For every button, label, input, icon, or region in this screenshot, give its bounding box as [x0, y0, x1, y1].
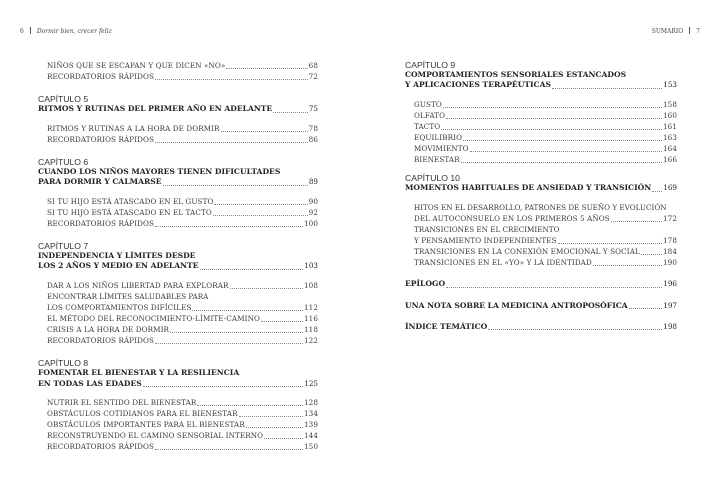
dot-leader: [155, 79, 308, 80]
toc-entry[interactable]: RITMOS Y RUTINAS A LA HORA DE DORMIR 78: [47, 123, 318, 133]
right-running-header: [652, 27, 700, 36]
dot-leader: [463, 140, 662, 141]
chapter-title-line: FOMENTAR EL BIENESTAR Y LA RESILIENCIA: [38, 368, 240, 378]
dot-leader: [155, 142, 308, 143]
toc-entry[interactable]: EQUILIBRIO 163: [414, 133, 677, 143]
toc-entry[interactable]: TRANSICIONES EN EL «YO» Y LA IDENTIDAD 190: [414, 258, 677, 268]
toc-entry[interactable]: RECONSTRUYENDO EL CAMINO SENSORIAL INTERNO 144: [47, 431, 318, 441]
dot-leader: [221, 131, 308, 132]
toc-entry[interactable]: CRISIS A LA HORA DE DORMIR 118: [47, 324, 318, 334]
chapter-title-entry[interactable]: MOMENTOS HABITUALES DE ANSIEDAD Y TRANSICIÓN 169: [405, 183, 677, 193]
chapter-label: CAPÍTULO 7: [38, 240, 89, 251]
dot-leader: [246, 427, 303, 428]
toc-entry[interactable]: MOVIMIENTO 164: [414, 144, 677, 154]
toc-entry[interactable]: SI TU HIJO ESTÁ ATASCADO EN EL GUSTO 90: [47, 196, 318, 206]
toc-entry[interactable]: GUSTO 158: [414, 99, 677, 109]
chapter-label: CAPÍTULO 10: [405, 173, 460, 184]
toc-entry-line: HITOS EN EL DESARROLLO, PATRONES DE SUEÑO Y EVOLUCIÓN: [414, 202, 667, 212]
toc-entry[interactable]: RECORDATORIOS RÁPIDOS 86: [47, 134, 318, 144]
dot-leader: [446, 287, 662, 288]
toc-entry[interactable]: EL MÉTODO DEL RECONOCIMIENTO-LÍMITE-CAMINO 116: [47, 313, 318, 323]
toc-entry[interactable]: RECORDATORIOS RÁPIDOS 72: [47, 72, 318, 82]
toc-entry-line: TRANSICIONES EN EL CRECIMIENTO: [414, 224, 560, 234]
left-page-number: 6: [20, 28, 24, 35]
chapter-title-entry[interactable]: PARA DORMIR Y CALMARSE 89: [38, 177, 318, 187]
dot-leader: [488, 329, 662, 330]
dot-leader: [239, 416, 303, 417]
toc-right-column: [405, 60, 677, 332]
toc-entry-line: ENCONTRAR LÍMITES SALUDABLES PARA: [47, 291, 209, 301]
dot-leader: [552, 88, 662, 89]
dot-leader: [192, 310, 302, 311]
dot-leader: [611, 221, 662, 222]
dot-leader: [261, 321, 303, 322]
dot-leader: [641, 254, 662, 255]
dot-leader: [230, 288, 303, 289]
anthroposophic-note-entry[interactable]: UNA NOTA SOBRE LA MEDICINA ANTROPOSÓFICA 197: [405, 300, 677, 310]
book-title: Dormir bien, crecer feliz: [36, 28, 112, 35]
dot-leader: [214, 204, 307, 205]
toc-entry[interactable]: DEL AUTOCONSUELO EN LOS PRIMEROS 5 AÑOS 172: [414, 213, 677, 223]
dot-leader: [558, 243, 662, 244]
dot-leader: [155, 226, 303, 227]
dot-leader: [629, 308, 663, 309]
toc-entry[interactable]: OBSTÁCULOS IMPORTANTES PARA EL BIENESTAR 139: [47, 420, 318, 430]
left-running-header: [20, 27, 112, 36]
header-divider: [689, 27, 690, 34]
toc-entry[interactable]: OBSTÁCULOS COTIDIANOS PARA EL BIENESTAR 134: [47, 409, 318, 419]
chapter-title-entry[interactable]: RITMOS Y RUTINAS DEL PRIMER AÑO EN ADELANTE 75: [38, 104, 318, 114]
dot-leader: [446, 118, 662, 119]
dot-leader: [652, 191, 662, 192]
toc-entry[interactable]: TRANSICIONES EN LA CONEXIÓN EMOCIONAL Y SOCIAL 184: [414, 247, 677, 257]
dot-leader: [197, 405, 303, 406]
chapter-title-entry[interactable]: Y APLICACIONES TERAPÉUTICAS 153: [405, 80, 677, 90]
chapter-title-entry[interactable]: LOS 2 AÑOS Y MEDIO EN ADELANTE 103: [38, 261, 318, 271]
toc-entry[interactable]: RECORDATORIOS RÁPIDOS 122: [47, 336, 318, 346]
dot-leader: [213, 215, 308, 216]
toc-entry[interactable]: NIÑOS QUE SE ESCAPAN Y QUE DICEN «NO» 68: [47, 61, 318, 70]
thematic-index-entry[interactable]: ÍNDICE TEMÁTICO 198: [405, 322, 677, 332]
dot-leader: [593, 265, 662, 266]
dot-leader: [155, 449, 303, 450]
right-page: [360, 0, 720, 484]
dot-leader: [273, 112, 308, 113]
toc-entry[interactable]: TACTO 161: [414, 121, 677, 131]
dot-leader: [461, 162, 662, 163]
toc-entry[interactable]: DAR A LOS NIÑOS LIBERTAD PARA EXPLORAR 108: [47, 280, 318, 290]
chapter-label: CAPÍTULO 5: [38, 94, 89, 105]
toc-entry[interactable]: SI TU HIJO ESTÁ ATASCADO EN EL TACTO 92: [47, 207, 318, 217]
toc-entry[interactable]: NUTRIR EL SENTIDO DEL BIENESTAR 128: [47, 397, 318, 407]
toc-entry[interactable]: RECORDATORIOS RÁPIDOS 100: [47, 218, 318, 228]
dot-leader: [163, 185, 308, 186]
toc-entry[interactable]: BIENESTAR 166: [414, 155, 677, 165]
chapter-title-line: INDEPENDENCIA Y LÍMITES DESDE: [38, 250, 196, 260]
dot-leader: [155, 343, 303, 344]
dot-leader: [200, 269, 304, 270]
chapter-title-entry[interactable]: EN TODAS LAS EDADES 125: [38, 378, 318, 388]
chapter-title-line: COMPORTAMIENTOS SENSORIALES ESTANCADOS: [405, 69, 627, 79]
toc-entry[interactable]: OLFATO 160: [414, 110, 677, 120]
dot-leader: [441, 129, 662, 130]
chapter-label: CAPÍTULO 8: [38, 358, 89, 369]
toc-entry[interactable]: LOS COMPORTAMIENTOS DIFÍCILES 112: [47, 302, 318, 312]
chapter-label: CAPÍTULO 6: [38, 156, 89, 167]
section-title: SUMARIO: [651, 28, 684, 35]
right-page-number: 7: [696, 28, 700, 35]
toc-entry[interactable]: Y PENSAMIENTO INDEPENDIENTES 178: [414, 236, 677, 246]
dot-leader: [226, 68, 307, 69]
dot-leader: [143, 386, 304, 387]
dot-leader: [264, 438, 303, 439]
dot-leader: [443, 107, 662, 108]
header-divider: [30, 27, 31, 34]
epilogue-entry[interactable]: EPÍLOGO 196: [405, 279, 677, 289]
toc-entry[interactable]: RECORDATORIOS RÁPIDOS 150: [47, 442, 318, 452]
dot-leader: [470, 151, 662, 152]
dot-leader: [170, 332, 303, 333]
chapter-label: CAPÍTULO 9: [405, 60, 456, 70]
chapter-title-line: CUANDO LOS NIÑOS MAYORES TIENEN DIFICULTADES: [38, 166, 281, 176]
toc-left-column: [38, 60, 318, 452]
